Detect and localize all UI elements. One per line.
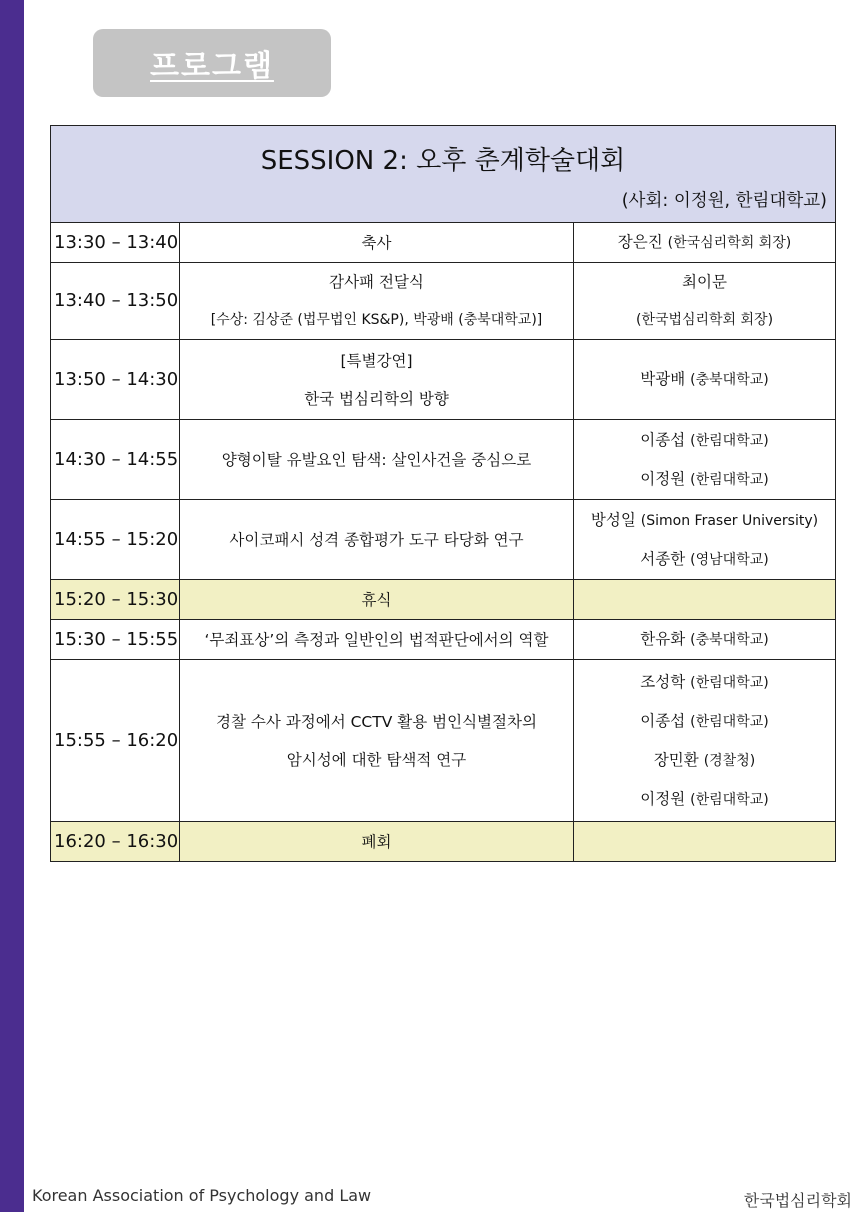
time-cell: 15:30 – 15:55 bbox=[51, 620, 180, 660]
speaker-affiliation: (한림대학교) bbox=[690, 471, 769, 488]
speaker-name: 방성일 bbox=[590, 510, 636, 529]
time-cell: 14:55 – 15:20 bbox=[51, 500, 180, 580]
speaker-name: 이정원 bbox=[640, 789, 686, 808]
speaker-cell bbox=[574, 420, 836, 500]
title-line: 양형이탈 유발요인 탐색: 살인사건을 중심으로 bbox=[221, 450, 532, 469]
speaker-affiliation: (한림대학교) bbox=[690, 713, 769, 730]
title-line: 폐회 bbox=[361, 832, 392, 851]
time-cell: 16:20 – 16:30 bbox=[51, 822, 180, 862]
table-row bbox=[51, 660, 836, 822]
speaker-name: 장은진 bbox=[617, 233, 663, 251]
table-row bbox=[51, 822, 836, 862]
time-cell: 13:40 – 13:50 bbox=[51, 263, 180, 340]
speaker-affiliation: (Simon Fraser University) bbox=[640, 512, 819, 529]
table-row bbox=[51, 340, 836, 420]
speaker-cell bbox=[574, 580, 836, 620]
title-cell bbox=[180, 420, 574, 500]
title-line: 경찰 수사 과정에서 CCTV 활용 범인식별절차의 bbox=[216, 712, 537, 731]
title-line: 사이코패시 성격 종합평가 도구 타당화 연구 bbox=[229, 530, 524, 549]
speaker-name: 장민환 bbox=[653, 750, 699, 769]
time-cell: 14:30 – 14:55 bbox=[51, 420, 180, 500]
title-cell bbox=[180, 263, 574, 340]
time-cell: 13:50 – 14:30 bbox=[51, 340, 180, 420]
speaker-affiliation: (한림대학교) bbox=[690, 791, 769, 808]
footer-organization-ko: 한국법심리학회 bbox=[743, 1191, 852, 1210]
speaker-name: 서종한 bbox=[640, 549, 686, 568]
speaker-affiliation: (경찰청) bbox=[703, 752, 756, 769]
table-row bbox=[51, 223, 836, 263]
program-table bbox=[50, 125, 836, 862]
title-cell bbox=[180, 620, 574, 660]
speaker-name: 박광배 bbox=[640, 370, 686, 388]
speaker-name: 이종섭 bbox=[640, 430, 686, 449]
title-cell bbox=[180, 580, 574, 620]
title-line: 암시성에 대한 탐색적 연구 bbox=[286, 750, 467, 769]
speaker-affiliation: (한국법심리학회 회장) bbox=[635, 312, 774, 328]
title-cell bbox=[180, 822, 574, 862]
side-stripe bbox=[0, 0, 24, 1212]
title-line: 휴식 bbox=[361, 590, 392, 609]
title-line: [수상: 김상준 (법무법인 KS&P), 박광배 (충북대학교)] bbox=[210, 312, 543, 328]
table-row bbox=[51, 580, 836, 620]
speaker-cell bbox=[574, 620, 836, 660]
time-cell: 15:55 – 16:20 bbox=[51, 660, 180, 822]
speaker-cell bbox=[574, 660, 836, 822]
speaker-cell bbox=[574, 263, 836, 340]
program-tag bbox=[93, 29, 331, 97]
speaker-affiliation: (한국심리학회 회장) bbox=[667, 235, 792, 251]
speaker-affiliation: (충북대학교) bbox=[690, 632, 769, 648]
speaker-affiliation: (한림대학교) bbox=[690, 432, 769, 449]
program-tag-label: 프로그램 bbox=[150, 49, 274, 84]
footer-organization-en: Korean Association of Psychology and Law bbox=[32, 1186, 372, 1205]
title-cell bbox=[180, 500, 574, 580]
table-row bbox=[51, 420, 836, 500]
time-cell: 15:20 – 15:30 bbox=[51, 580, 180, 620]
speaker-name: 이정원 bbox=[640, 469, 686, 488]
speaker-name: 한유화 bbox=[640, 630, 686, 648]
title-line: 축사 bbox=[361, 233, 392, 252]
speaker-cell bbox=[574, 822, 836, 862]
speaker-affiliation: (한림대학교) bbox=[690, 674, 769, 691]
title-line: 감사패 전달식 bbox=[329, 273, 424, 291]
title-cell bbox=[180, 223, 574, 263]
speaker-affiliation: (충북대학교) bbox=[690, 372, 769, 388]
speaker-name: 이종섭 bbox=[640, 711, 686, 730]
session-title: SESSION 2: 오후 춘계학술대회 bbox=[260, 146, 626, 176]
title-cell bbox=[180, 340, 574, 420]
table-row bbox=[51, 500, 836, 580]
speaker-name: 최이문 bbox=[682, 273, 727, 291]
session-header bbox=[51, 126, 836, 223]
session-header-row bbox=[51, 126, 836, 223]
speaker-affiliation: (영남대학교) bbox=[690, 551, 769, 568]
table-row bbox=[51, 263, 836, 340]
title-line: ‘무죄표상’의 측정과 일반인의 법적판단에서의 역할 bbox=[204, 630, 549, 649]
speaker-cell bbox=[574, 223, 836, 263]
title-line: [특별강연] bbox=[340, 351, 413, 370]
session-moderator: (사회: 이정원, 한림대학교) bbox=[621, 191, 828, 211]
table-row bbox=[51, 620, 836, 660]
speaker-cell bbox=[574, 340, 836, 420]
time-cell: 13:30 – 13:40 bbox=[51, 223, 180, 263]
title-cell bbox=[180, 660, 574, 822]
speaker-name: 조성학 bbox=[640, 672, 686, 691]
speaker-cell bbox=[574, 500, 836, 580]
title-line: 한국 법심리학의 방향 bbox=[304, 389, 449, 408]
